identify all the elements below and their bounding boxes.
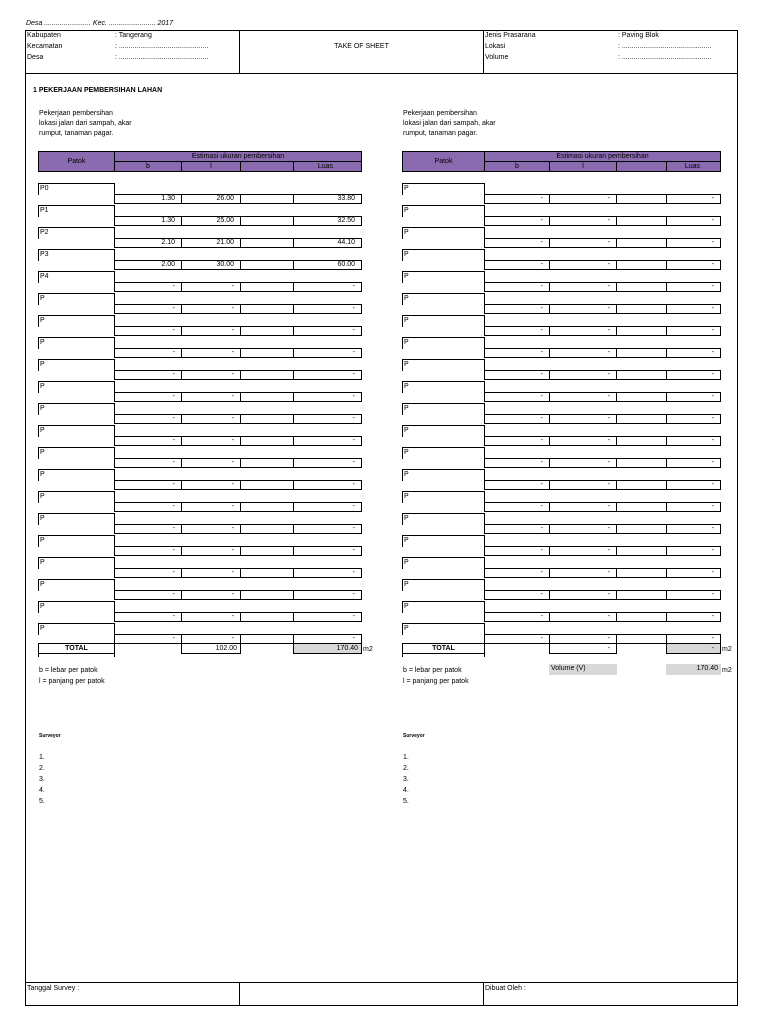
cell-b: - [114, 282, 182, 292]
cell-b: - [484, 458, 550, 468]
cell-l: - [181, 370, 241, 380]
patok-cell: P [402, 579, 485, 591]
patok-cell: P [402, 359, 485, 371]
patok-cell: P [402, 447, 485, 459]
cell-luas: - [666, 458, 721, 468]
cell-b: - [484, 502, 550, 512]
cell-l: - [549, 238, 617, 248]
right-header-luas [666, 161, 721, 172]
cell-l: - [549, 436, 617, 446]
cell-luas: - [666, 216, 721, 226]
left-surveyor-item: 3. [39, 776, 45, 783]
patok-cell: P [38, 447, 115, 459]
right-header-patok-label: Patok [434, 158, 453, 165]
cell-l: - [549, 480, 617, 490]
cell-empty [240, 524, 294, 534]
patok-cell: P [38, 315, 115, 327]
left-surveyor-item: 1. [39, 754, 45, 761]
cell-l: - [181, 568, 241, 578]
cell-empty [616, 392, 667, 402]
cell-l: 30.00 [181, 260, 241, 270]
patok-cell: P [402, 227, 485, 239]
cell-l: - [549, 568, 617, 578]
cell-b: 2.10 [114, 238, 182, 248]
right-total-l-cell [549, 643, 617, 654]
cell-luas: - [666, 194, 721, 204]
cell-l: - [549, 194, 617, 204]
cell-luas: - [293, 612, 362, 622]
cell-l: 21.00 [181, 238, 241, 248]
cell-luas: - [666, 392, 721, 402]
cell-b: - [114, 414, 182, 424]
cell-luas: - [293, 546, 362, 556]
cell-luas: - [666, 480, 721, 490]
cell-l: - [549, 414, 617, 424]
patok-cell: P [402, 557, 485, 569]
patok-cell: P [402, 469, 485, 481]
dibuat-oleh-label: Dibuat Oleh : [485, 985, 526, 992]
patok-cell: P2 [38, 227, 115, 239]
left-desc-line: rumput, tanaman pagar. [39, 130, 114, 137]
right-total-label: TOTAL [432, 645, 455, 652]
patok-cell: P [402, 491, 485, 503]
cell-empty [616, 590, 667, 600]
cell-empty [240, 238, 294, 248]
left-note: l = panjang per patok [39, 678, 105, 685]
cell-luas: - [666, 326, 721, 336]
cell-luas: - [666, 436, 721, 446]
cell-b: - [114, 392, 182, 402]
patok-cell: P [38, 381, 115, 393]
cell-empty [240, 282, 294, 292]
cell-b: - [114, 480, 182, 490]
cell-empty [616, 546, 667, 556]
cell-l: - [181, 282, 241, 292]
right-surveyor-item: 3. [403, 776, 409, 783]
cell-empty [616, 348, 667, 358]
cell-empty [240, 480, 294, 490]
cell-empty [616, 326, 667, 336]
patok-cell: P [38, 359, 115, 371]
cell-luas: - [666, 502, 721, 512]
left-header-b [114, 161, 182, 172]
patok-cell: P3 [38, 249, 115, 261]
cell-l: 26.00 [181, 194, 241, 204]
left-header-b-label: b [146, 163, 150, 170]
cell-luas: - [293, 370, 362, 380]
patok-cell: P [38, 513, 115, 525]
cell-empty [616, 502, 667, 512]
cell-b: - [114, 348, 182, 358]
cell-b: - [484, 348, 550, 358]
cell-b: 2.00 [114, 260, 182, 270]
cell-luas: - [293, 392, 362, 402]
cell-b: - [484, 590, 550, 600]
cell-luas: - [293, 436, 362, 446]
sheet-title: TAKE OF SHEET [334, 43, 389, 50]
patok-cell: P [38, 579, 115, 591]
footer-divider [25, 982, 738, 983]
patok-cell: P [38, 337, 115, 349]
right-surveyor-label: Surveyor [403, 733, 425, 739]
lokasi-label: Lokasi [485, 43, 506, 50]
left-surveyor-item: 2. [39, 765, 45, 772]
cell-b: - [114, 612, 182, 622]
cell-l: - [549, 524, 617, 534]
cell-luas: - [666, 612, 721, 622]
right-total-l: - [607, 645, 610, 652]
top-note: Desa ........................ Kec. ........................ 2017 [26, 20, 174, 27]
cell-empty [616, 436, 667, 446]
patok-cell: P [38, 425, 115, 437]
cell-empty [616, 568, 667, 578]
section-title: 1 PEKERJAAN PEMBERSIHAN LAHAN [33, 87, 163, 94]
cell-empty [616, 216, 667, 226]
volume-summary-label: Volume (V) [551, 665, 586, 672]
cell-b: - [484, 480, 550, 490]
left-header-luas [293, 161, 362, 172]
cell-b: - [484, 326, 550, 336]
left-header-l [181, 161, 241, 172]
cell-luas: - [666, 524, 721, 534]
cell-luas: - [666, 238, 721, 248]
patok-cell: P [38, 403, 115, 415]
cell-b: - [484, 436, 550, 446]
patok-cell: P0 [38, 183, 115, 195]
right-total-label-cell [402, 643, 485, 654]
patok-cell: P [402, 183, 485, 195]
patok-cell: P [402, 315, 485, 327]
cell-empty [240, 348, 294, 358]
cell-b: - [114, 502, 182, 512]
patok-cell: P [402, 535, 485, 547]
kecamatan-label: Kecamatan [27, 43, 63, 50]
right-desc-line: Pekerjaan pembersihan [403, 110, 477, 117]
cell-b: - [114, 436, 182, 446]
right-desc-line: lokasi jalan dari sampah, akar [403, 120, 496, 127]
cell-l: 25.00 [181, 216, 241, 226]
cell-empty [616, 480, 667, 490]
right-header-patok [402, 151, 485, 172]
patok-cell: P [402, 271, 485, 283]
cell-luas: - [293, 348, 362, 358]
left-header-group-label: Estimasi ukuran pembersihan [191, 153, 285, 160]
patok-cell: P [38, 293, 115, 305]
cell-b: - [114, 370, 182, 380]
cell-b: - [114, 634, 182, 644]
left-total-l: 102.00 [215, 645, 237, 652]
patok-cell: P [38, 557, 115, 569]
cell-l: - [181, 436, 241, 446]
left-surveyor-item: 4. [39, 787, 45, 794]
cell-luas: - [293, 414, 362, 424]
cell-l: - [549, 260, 617, 270]
volume-label: Volume [485, 54, 509, 61]
cell-b: - [484, 634, 550, 644]
cell-empty [240, 612, 294, 622]
patok-cell: P [402, 601, 485, 613]
left-header-l-label: l [210, 163, 212, 170]
right-total-luas-cell [666, 643, 721, 654]
left-total-luas-cell [293, 643, 362, 654]
cell-empty [616, 634, 667, 644]
right-total-luas: - [711, 645, 714, 652]
cell-luas: - [666, 634, 721, 644]
cell-empty [616, 194, 667, 204]
cell-empty [240, 194, 294, 204]
cell-b: - [484, 392, 550, 402]
cell-empty [616, 524, 667, 534]
cell-empty [616, 458, 667, 468]
right-header-empty [616, 161, 667, 172]
left-desc-line: Pekerjaan pembersihan [39, 110, 113, 117]
cell-luas: 60.00 [293, 260, 362, 270]
cell-b: - [484, 304, 550, 314]
cell-b: - [484, 282, 550, 292]
cell-l: - [549, 458, 617, 468]
left-surveyor-item: 5. [39, 798, 45, 805]
right-surveyor-item: 1. [403, 754, 409, 761]
right-header-l-label: l [582, 163, 584, 170]
cell-luas: - [666, 370, 721, 380]
right-header-b [484, 161, 550, 172]
cell-luas: - [293, 568, 362, 578]
cell-l: - [549, 304, 617, 314]
cell-l: - [181, 326, 241, 336]
desa-label: Desa [27, 54, 44, 61]
cell-b: - [114, 590, 182, 600]
header-divider [239, 30, 240, 74]
volume-summary-unit: m2 [722, 667, 732, 674]
cell-empty [616, 612, 667, 622]
cell-empty [616, 282, 667, 292]
cell-empty [240, 392, 294, 402]
cell-l: - [181, 524, 241, 534]
cell-luas: - [293, 282, 362, 292]
cell-l: - [549, 370, 617, 380]
right-header-luas-label: Luas [684, 163, 700, 170]
cell-l: - [181, 480, 241, 490]
left-total-label-cell [38, 643, 115, 654]
cell-empty [240, 546, 294, 556]
cell-b: - [484, 612, 550, 622]
header-divider [483, 30, 484, 74]
patok-cell: P [38, 535, 115, 547]
patok-cell: P [402, 425, 485, 437]
cell-luas: - [666, 348, 721, 358]
patok-cell: P1 [38, 205, 115, 217]
cell-l: - [181, 304, 241, 314]
cell-b: - [484, 524, 550, 534]
kabupaten-value: : Tangerang [115, 32, 152, 39]
footer-divider [239, 982, 240, 1006]
patok-cell: P [38, 623, 115, 635]
cell-b: - [114, 546, 182, 556]
cell-empty [240, 304, 294, 314]
cell-b: - [484, 194, 550, 204]
cell-empty [240, 436, 294, 446]
volume-value: : .............................................. [618, 54, 712, 61]
cell-l: - [549, 502, 617, 512]
left-desc-line: lokasi jalan dari sampah, akar [39, 120, 132, 127]
cell-empty [240, 260, 294, 270]
cell-b: - [484, 370, 550, 380]
cell-b: - [484, 238, 550, 248]
right-header-group-label: Estimasi ukuran pembersihan [556, 153, 649, 160]
cell-l: - [549, 590, 617, 600]
patok-cell: P [402, 381, 485, 393]
volume-summary-value: 170.40 [696, 665, 718, 672]
left-header-patok-label: Patok [67, 158, 86, 165]
jenis-prasarana-value: : Paving Blok [618, 32, 659, 39]
sheet-frame [25, 30, 738, 1006]
cell-luas: - [666, 282, 721, 292]
jenis-prasarana-label: Jenis Prasarana [485, 32, 536, 39]
cell-empty [240, 370, 294, 380]
cell-l: - [549, 348, 617, 358]
cell-empty [240, 568, 294, 578]
cell-b: - [484, 414, 550, 424]
patok-cell: P [402, 337, 485, 349]
patok-cell: P [38, 491, 115, 503]
cell-empty [240, 634, 294, 644]
cell-luas: 44.10 [293, 238, 362, 248]
patok-cell: P [402, 205, 485, 217]
kecamatan-value: : .............................................. [115, 43, 209, 50]
cell-empty [240, 590, 294, 600]
cell-luas: - [293, 634, 362, 644]
patok-cell: P [402, 513, 485, 525]
cell-empty [616, 238, 667, 248]
cell-b: - [484, 260, 550, 270]
cell-luas: 33.80 [293, 194, 362, 204]
cell-b: - [114, 524, 182, 534]
cell-l: - [549, 282, 617, 292]
cell-l: - [181, 348, 241, 358]
cell-l: - [181, 414, 241, 424]
cell-b: 1.30 [114, 194, 182, 204]
left-total-unit: m2 [363, 646, 373, 653]
cell-luas: - [293, 458, 362, 468]
right-header-b-label: b [515, 163, 519, 170]
cell-l: - [181, 612, 241, 622]
cell-l: - [549, 634, 617, 644]
cell-l: - [181, 546, 241, 556]
patok-cell: P4 [38, 271, 115, 283]
volume-value-cell [666, 664, 721, 675]
left-note: b = lebar per patok [39, 667, 98, 674]
cell-l: - [181, 392, 241, 402]
cell-b: - [114, 458, 182, 468]
patok-cell: P [402, 623, 485, 635]
cell-l: - [549, 546, 617, 556]
patok-cell: P [38, 601, 115, 613]
cell-l: - [181, 458, 241, 468]
left-total-label: TOTAL [65, 645, 88, 652]
cell-b: - [114, 326, 182, 336]
cell-luas: - [666, 414, 721, 424]
cell-l: - [549, 612, 617, 622]
desa-value: : .............................................. [115, 54, 209, 61]
right-surveyor-item: 5. [403, 798, 409, 805]
cell-l: - [549, 216, 617, 226]
cell-luas: - [666, 260, 721, 270]
cell-empty [240, 502, 294, 512]
cell-b: - [114, 568, 182, 578]
cell-luas: - [293, 502, 362, 512]
tanggal-survey-label: Tanggal Survey : [27, 985, 80, 992]
left-total-luas: 170.40 [336, 645, 358, 652]
patok-cell: P [402, 293, 485, 305]
right-surveyor-item: 4. [403, 787, 409, 794]
left-total-l-cell [181, 643, 241, 654]
cell-luas: - [293, 326, 362, 336]
left-header-patok [38, 151, 115, 172]
footer-divider [483, 982, 484, 1006]
right-header-l [549, 161, 617, 172]
cell-empty [240, 414, 294, 424]
cell-empty [616, 304, 667, 314]
patok-cell: P [402, 403, 485, 415]
right-surveyor-item: 2. [403, 765, 409, 772]
kabupaten-label: Kabupaten [27, 32, 61, 39]
cell-b: 1.30 [114, 216, 182, 226]
cell-luas: 32.50 [293, 216, 362, 226]
cell-luas: - [666, 568, 721, 578]
cell-empty [616, 260, 667, 270]
cell-luas: - [293, 590, 362, 600]
cell-empty [616, 370, 667, 380]
cell-luas: - [293, 524, 362, 534]
right-total-unit: m2 [722, 646, 732, 653]
cell-l: - [181, 634, 241, 644]
cell-luas: - [293, 480, 362, 490]
cell-b: - [114, 304, 182, 314]
cell-l: - [181, 590, 241, 600]
volume-label-cell [549, 664, 617, 675]
cell-b: - [484, 216, 550, 226]
cell-b: - [484, 546, 550, 556]
cell-luas: - [293, 304, 362, 314]
cell-luas: - [666, 304, 721, 314]
right-desc-line: rumput, tanaman pagar. [403, 130, 478, 137]
lokasi-value: : .............................................. [618, 43, 712, 50]
cell-empty [240, 326, 294, 336]
patok-cell: P [38, 469, 115, 481]
left-header-empty [240, 161, 294, 172]
left-header-luas-label: Luas [317, 163, 333, 170]
cell-luas: - [666, 590, 721, 600]
cell-l: - [549, 392, 617, 402]
cell-b: - [484, 568, 550, 578]
cell-l: - [181, 502, 241, 512]
cell-empty [240, 458, 294, 468]
cell-luas: - [666, 546, 721, 556]
cell-empty [616, 414, 667, 424]
left-surveyor-label: Surveyor [39, 733, 61, 739]
cell-l: - [549, 326, 617, 336]
cell-empty [240, 216, 294, 226]
right-note: b = lebar per patok [403, 667, 462, 674]
right-note: l = panjang per patok [403, 678, 469, 685]
patok-cell: P [402, 249, 485, 261]
